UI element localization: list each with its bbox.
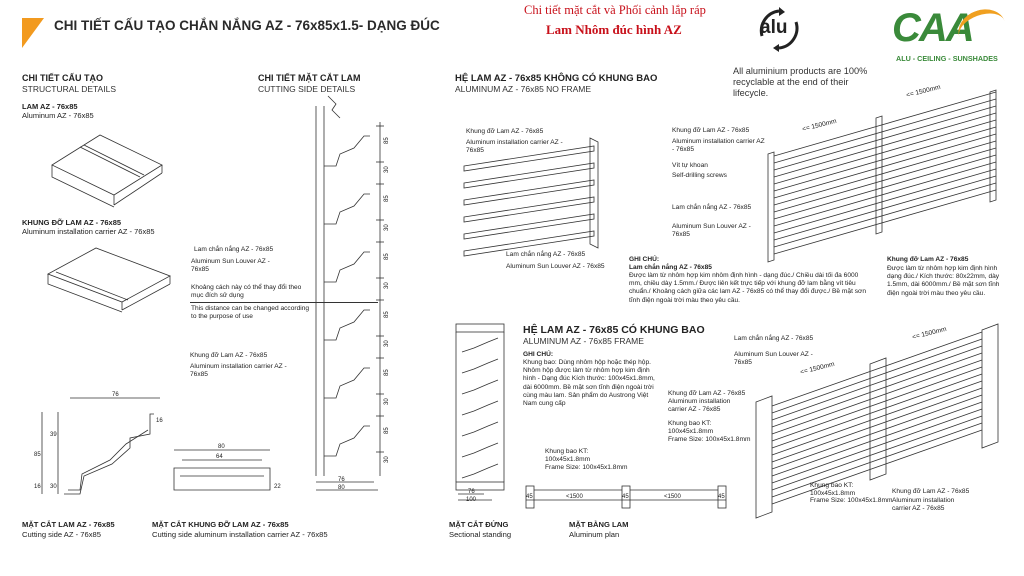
- no-frame-dim2: <= 1500mm: [905, 83, 942, 100]
- lam-3d-drawing: [40, 125, 170, 205]
- with-frame-large-slat: [772, 367, 982, 441]
- lam-dim-16b: 16: [34, 484, 41, 490]
- stand-louver-profile: [462, 443, 498, 457]
- with-frame-dim2: <= 1500mm: [911, 325, 948, 342]
- recycle-note: All aluminium products are 100% recyclable at the end of their lifecycle.: [733, 66, 868, 99]
- no-frame-note2-text: Được làm từ nhôm hợp kim định hình dạng đúc./ Kích thước: 80x22mm, dày 1.5mm, dài 6000mm./ Bề mặt sơn tĩnh điện ngoài trời màu theo yêu cầu.: [887, 265, 1000, 297]
- alu-recycle-logo: [754, 6, 804, 52]
- structural-subtitle: STRUCTURAL DETAILS: [22, 84, 116, 94]
- lam-label: LAM AZ - 76x85: [22, 102, 78, 111]
- with-frame-title: HỆ LAM AZ - 76x85 CÓ KHUNG BAO: [523, 324, 705, 336]
- cutting-carrier-label: Khung đỡ Lam AZ - 76x85: [190, 352, 268, 359]
- carrier-3d-drawing: [38, 240, 178, 310]
- plan-dim-45c: 45: [718, 494, 725, 500]
- cutting-dim-80: 80: [338, 485, 345, 491]
- with-frame-frame2-label: Khung bao KT: 100x45x1.8mm: [668, 420, 714, 436]
- lam-dim-30: 30: [50, 484, 57, 490]
- plan-frame-label-en: Frame Size: 100x45x1.8mm: [545, 464, 628, 471]
- caa-tagline: ALU - CEILING - SUNSHADES: [896, 54, 998, 63]
- header-accent-triangle: [22, 18, 44, 48]
- no-frame-large-slat: [774, 148, 996, 212]
- no-frame-louver2-label: Lam chắn nắng AZ - 76x85: [672, 204, 752, 211]
- no-frame-louver-slat: [464, 197, 594, 222]
- aluminum-plan-title-en: Aluminum plan: [569, 530, 620, 539]
- cutting-dim-value: 30: [384, 282, 390, 289]
- no-frame-louver-slat: [464, 180, 594, 205]
- cutting-louver-profile: [324, 426, 370, 456]
- no-frame-large-slat: [774, 155, 996, 219]
- carrier-dim-64: 64: [216, 454, 223, 460]
- no-frame-carrier2-label: Khung đỡ Lam AZ - 76x85: [672, 127, 750, 134]
- lam-section-title: MẶT CẮT LAM AZ - 76x85: [22, 520, 115, 529]
- no-frame-title: HỆ LAM AZ - 76x85 KHÔNG CÓ KHUNG BAO: [455, 73, 658, 84]
- cutting-louver-profile: [324, 136, 370, 166]
- with-frame-louver-label-en: Aluminum Sun Louver AZ - 76x85: [734, 351, 813, 367]
- no-frame-dim1: <= 1500mm: [801, 117, 838, 134]
- cutting-dim-value: 30: [384, 224, 390, 231]
- with-frame-large-slat: [772, 402, 982, 476]
- page-title: CHI TIẾT CẤU TẠO CHẮN NẮNG AZ - 76x85x1.5- DẠNG ĐÚC: [54, 18, 440, 33]
- cutting-dim-value: 30: [384, 340, 390, 347]
- no-frame-large-slat: [774, 134, 996, 198]
- with-frame-frame3-label-en: Frame Size: 100x45x1.8mm: [810, 497, 893, 504]
- no-frame-large-slat: [774, 190, 996, 254]
- with-frame-carrier-label-en: Aluminum installation carrier AZ - 76x85: [668, 398, 731, 414]
- no-frame-large-slat: [774, 162, 996, 226]
- aluminum-plan-title: MẶT BẰNG LAM: [569, 520, 629, 529]
- no-frame-note2-title: Khung đỡ Lam AZ - 76x85: [887, 256, 969, 263]
- cutting-louver-profile: [324, 252, 370, 282]
- no-frame-large-slat: [774, 176, 996, 240]
- stand-dim-100: 100: [466, 497, 477, 503]
- stand-louver-profile: [462, 401, 498, 415]
- no-frame-screw-label-en: Self-drilling screws: [672, 172, 727, 179]
- structural-title: CHI TIẾT CẤU TẠO: [22, 73, 103, 83]
- caa-logo-text: CAA: [892, 6, 973, 50]
- carrier-section-title-en: Cutting side aluminum installation carrier AZ - 76x85: [152, 530, 328, 539]
- with-frame-frame2-label-en: Frame Size: 100x45x1.8mm: [668, 436, 751, 443]
- no-frame-note-sub: Lam chắn nắng AZ - 76x85: [629, 264, 712, 271]
- sectional-standing-title: MẶT CẮT ĐỨNG: [449, 520, 509, 529]
- stand-louver-profile: [462, 359, 498, 373]
- no-frame-note-title: GHI CHÚ:: [629, 256, 660, 263]
- with-frame-large-slat: [772, 388, 982, 462]
- no-frame-large-drawing: [760, 92, 1010, 242]
- carrier-section-drawing: [166, 444, 286, 494]
- cutting-dim-76: 76: [338, 477, 345, 483]
- cutting-dim-value: 30: [384, 166, 390, 173]
- plan-dim-45a: 45: [526, 494, 533, 500]
- cutting-louver-profile: [324, 368, 370, 398]
- no-frame-carrier-label-en: Aluminum installation carrier AZ - 76x85: [466, 139, 563, 155]
- header-subtitle-1: Chi tiết mặt cắt và Phối cảnh lắp ráp: [524, 3, 706, 17]
- with-frame-large-slat: [772, 395, 982, 469]
- no-frame-large-slat: [774, 169, 996, 233]
- no-frame-carrier2-label-en: Aluminum installation carrier AZ - 76x85: [672, 138, 765, 154]
- with-frame-carrier-label: Khung đỡ Lam AZ - 76x85: [668, 390, 746, 397]
- aluminum-plan-drawing: [524, 482, 734, 512]
- stand-louver-profile: [462, 338, 498, 352]
- no-frame-large-slat: [774, 183, 996, 247]
- cutting-louver-label-en: Aluminum Sun Louver AZ - 76x85: [191, 258, 270, 274]
- no-frame-large-slat: [774, 127, 996, 191]
- carrier-dim-80: 80: [218, 444, 225, 450]
- with-frame-carrier3-label: Khung đỡ Lam AZ - 76x85: [892, 488, 970, 495]
- caa-logo: [890, 6, 1010, 68]
- cutting-louver-label: Lam chắn nắng AZ - 76x85: [194, 246, 274, 253]
- no-frame-note-text: Được làm từ nhôm hợp kim nhôm định hình - dạng đúc./ Chiều dài tối đa 6000 mm, chiều dày 1.5mm./ Được liên kết trực tiếp với khung đỡ lam bằng vít tiêu chuẩn./ Khoảng cách giữa các lam AZ - 76x85 có thể thay đổi được./ Bề mặt sơn tĩnh điện ngoài trời màu theo yêu cầu.: [629, 272, 867, 304]
- no-frame-large-slat: [774, 141, 996, 205]
- stand-louver-profile: [462, 422, 498, 436]
- cutting-carrier-label-en: Aluminum installation carrier AZ - 76x85: [190, 363, 287, 379]
- with-frame-dim1: <= 1500mm: [799, 360, 836, 377]
- no-frame-subtitle: ALUMINUM AZ - 76x85 NO FRAME: [455, 84, 592, 94]
- with-frame-frame3-label: Khung bao KT: 100x45x1.8mm: [810, 482, 856, 498]
- cutting-dim-value: 85: [384, 253, 390, 260]
- cutting-subtitle: CUTTING SIDE DETAILS: [258, 84, 356, 94]
- lam-dim-85: 85: [34, 452, 41, 458]
- cutting-louver-profile: [324, 310, 370, 340]
- carrier-section-title: MẶT CẮT KHUNG ĐỠ LAM AZ - 76x85: [152, 520, 289, 529]
- alu-logo-text: alu: [760, 17, 788, 38]
- header-subtitle-2: Lam Nhôm đúc hình AZ: [546, 22, 682, 37]
- cutting-leader-line: [190, 302, 378, 303]
- cutting-dim-value: 85: [384, 369, 390, 376]
- cutting-dim-value: 85: [384, 427, 390, 434]
- cutting-dim-value: 85: [384, 137, 390, 144]
- cutting-dim-value: 85: [384, 195, 390, 202]
- carrier-dim-22: 22: [274, 484, 281, 490]
- lam-dim-76: 76: [112, 392, 119, 398]
- carrier-label: KHUNG ĐỠ LAM AZ - 76x85: [22, 218, 122, 227]
- stand-louver-profile: [462, 380, 498, 394]
- cutting-louver-profile: [324, 194, 370, 224]
- with-frame-louver-label: Lam chắn nắng AZ - 76x85: [734, 335, 814, 342]
- no-frame-large-slat: [774, 113, 996, 177]
- no-frame-carrier-label: Khung đỡ Lam AZ - 76x85: [466, 128, 544, 135]
- with-frame-note-title: GHI CHÚ:: [523, 351, 554, 358]
- with-frame-note-text: Khung bao: Dùng nhôm hộp hoặc thép hộp. Nhôm hộp được làm từ nhôm hợp kim định hình - Dạng đúc Kích thước: 100x45x1.8mm, dài 6000mm. Bề mặt sơn tĩnh điện ngoài trời cùng màu lam. Sản phẩm do Austrong Việt Nam cung cấp: [523, 359, 655, 408]
- with-frame-large-slat: [772, 416, 982, 490]
- no-frame-louver-slat: [464, 214, 594, 239]
- with-frame-carrier3-label-en: Aluminum installation carrier AZ - 76x85: [892, 497, 955, 513]
- cutting-dim-value: 85: [384, 311, 390, 318]
- sectional-standing-drawing: [454, 322, 506, 502]
- with-frame-large-slat: [772, 409, 982, 483]
- with-frame-subtitle: ALUMINUM AZ - 76x85 FRAME: [523, 336, 644, 346]
- no-frame-screw-label: Vít tự khoan: [672, 162, 708, 169]
- plan-dim-1500a: <1500: [566, 494, 583, 500]
- with-frame-large-slat: [772, 381, 982, 455]
- no-frame-louver2-label-en: Aluminum Sun Louver AZ - 76x85: [672, 223, 751, 239]
- no-frame-louver-label: Lam chắn nắng AZ - 76x85: [506, 251, 586, 258]
- cutting-distance-note-vi: Khoảng cách này có thể thay đổi theo mục đích sử dụng: [191, 284, 302, 300]
- with-frame-large-slat: [772, 374, 982, 448]
- lam-dim-39: 39: [50, 432, 57, 438]
- lam-section-title-en: Cutting side AZ - 76x85: [22, 530, 101, 539]
- plan-frame-label: Khung bao KT: 100x45x1.8mm: [545, 448, 591, 464]
- stand-dim-76: 76: [468, 489, 475, 495]
- no-frame-louver-label-en: Aluminum Sun Louver AZ - 76x85: [506, 263, 605, 270]
- cutting-dim-value: 30: [384, 456, 390, 463]
- lam-section-drawing: [20, 392, 163, 502]
- no-frame-large-slat: [774, 106, 996, 170]
- lam-label-en: Aluminum AZ - 76x85: [22, 111, 94, 120]
- cutting-distance-note-en: This distance can be changed according to the purpose of use: [191, 305, 310, 321]
- no-frame-louver-slat: [464, 163, 594, 188]
- sectional-standing-title-en: Sectional standing: [449, 530, 512, 539]
- plan-dim-1500b: <1500: [664, 494, 681, 500]
- carrier-label-en: Aluminum installation carrier AZ - 76x85: [22, 227, 155, 236]
- lam-dim-16a: 16: [156, 418, 163, 424]
- cutting-title: CHI TIẾT MẶT CẮT LAM: [258, 73, 361, 83]
- stand-louver-profile: [462, 464, 498, 478]
- cutting-dim-value: 30: [384, 398, 390, 405]
- plan-dim-45b: 45: [622, 494, 629, 500]
